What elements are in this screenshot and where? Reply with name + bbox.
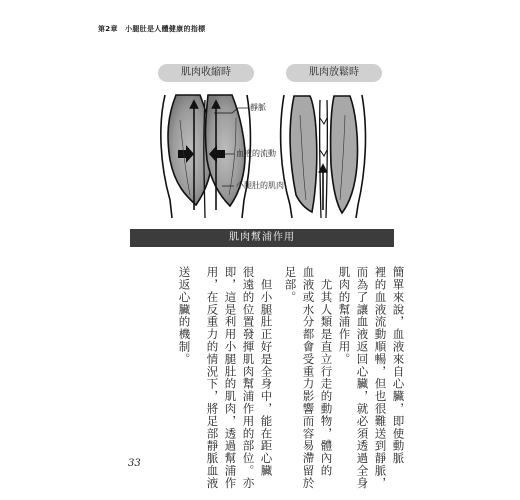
figure-label-contract: 肌肉收縮時 [158,64,254,82]
body-column-2: 裡的血液流動順暢，但也很難送到靜脈， [373,266,388,490]
body-column-8: 但小腿肚正好是全身中，能在距心臟 [259,266,274,477]
body-column-3: 而為了讓血液返回心臟，就必須透過全身 [355,266,370,490]
section-banner: 肌肉幫浦作用 [130,229,394,247]
body-column-10: 即，這是利用小腿肚的肌肉，透過幫浦作 [223,266,238,490]
calf-muscle-pump-illustration [0,0,520,230]
annotation-calf-muscle: 小腿肚的肌肉 [236,181,284,190]
figure-label-relax: 肌肉放鬆時 [286,64,382,82]
annotation-vein: 靜脈 [250,103,266,112]
page-number: 33 [128,458,141,469]
chapter-header: 第2章 小腿肚是人體健康的指標 [98,25,206,33]
body-column-11: 用，在反重力的情況下，將足部靜脈血液 [205,266,220,490]
body-column-7: 足部。 [283,266,298,304]
body-column-1: 簡單來說，血液來自心臟，即使動脈 [391,266,406,465]
annotation-blood-flow: 血液的流動 [236,149,276,158]
body-column-9: 很遠的位置發揮肌肉幫浦作用的部位。亦 [241,266,256,490]
body-column-5: 尤其人類是直立行走的動物，體內的 [319,266,334,477]
relaxed-muscle-left [290,96,317,212]
body-column-12: 送返心臟的機制。 [177,266,192,366]
body-column-6: 血液或水分都會受重力影響而容易滯留於 [301,266,316,490]
relaxed-muscle-right [331,96,358,213]
body-column-4: 肌肉的幫浦作用。 [337,266,352,366]
